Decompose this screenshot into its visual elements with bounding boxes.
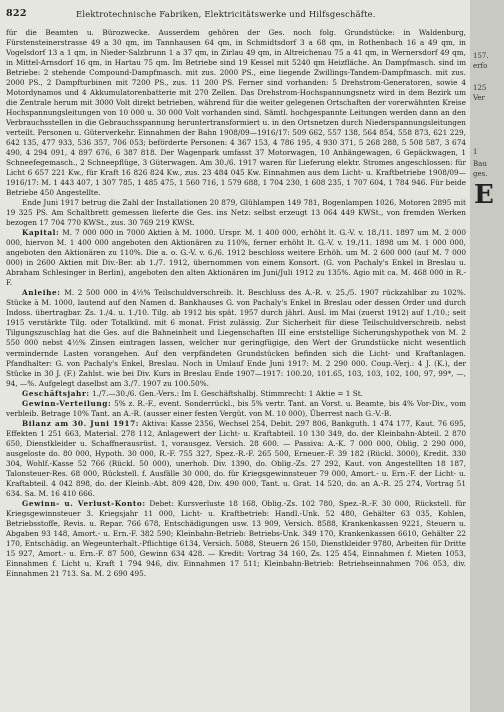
section-heading: Kapital: <box>22 228 60 238</box>
paragraph-text: M. 2 500 000 in 4½% Teilschuldverschreib. lt. Beschluss des A.-R. v. 25./5. 1907 rückzahlbar zu 102%. Stücke à M. 1000, lautend auf den Namen d. Bankhauses G. von Pachaly's Enkel in Breslau oder dessen Order und durch Indoss. übertragbar. Zs. 1./4. u. 1./10. Tilg. ab 1912 bis spät. 1957 durch jährl. Ausl. im Mai (zuerst 1912) auf 1./10.; seit 1915 verstärkte Tilg. oder Totalkünd. mit 6 monat. Frist zulässig. Zur Sicherheit für diese Teilschuldverschreib. nebst Tilgungszuschlag hat die Ges. auf die Bahneinheit und Liegenschaften III eine erststellige Sicherungshypothek von M. 2 550 000 nebst 4½% Zinsen eintragen lassen, welcher nur geringfügige, den Wert der Grundstücke nicht wesentlich vermindernde Lasten vorangehen. Auf den verpfändeten Grundstücken befinden sich die Licht- und Kraftanlagen. Pfandhalter: G. von Pachaly's Enkel, Breslau. Noch in Umlauf Ende Juni 1917: M. 2 290 000. Coup.-Verj.: 4 J. (K.), der Stücke in 30 J. (F.) Zahlst. wie bei Div. Kurs in Breslau Ende 1907—1917: 100.20, 101.65, 103, 103, 102, 100, 97, 99*, —, 94, —%. Aufgelegt daselbst am 3./7. 1907 zu 100.50%. <box>6 288 466 388</box>
paragraph <box>6 499 466 579</box>
adjacent-page-initial: E <box>474 180 494 210</box>
running-head: Elektrotechnische Fabriken, Elektricitätswerke und Hilfsgeschäfte. <box>76 9 376 19</box>
adjacent-page-fragment: 125 <box>473 84 487 92</box>
paragraph-text: für die Beamten u. Bürozwecke. Ausserdem gehören der Ges. noch folg. Grundstücke: in Waldenburg, Fürstensteinerstrasse 49 a 30 qm, im Tannhausen 64 qm, in Schmidtsdorf 3 a 68 qm, in Rothenbach 16 a 49 qm, in Vogelsdorf 13 a 1 qm, in Nieder-Salzbrunn 1 a 37 qm, in Zirlau 49 qm, in Altreichenau 75 a 41 qm, in Wernersdorf 49 qm, in Mittel-Arnsdorf 16 qm, in Hartau 75 qm. Im Betriebe sind 19 Kessel mit 5240 qm Heizfläche. An Dampfmasch. sind im Betriebe: 2 stehende Compound-Dampfmasch. mit zus. 2000 PS., eine liegende Zwillings-Tandem-Dampfmasch. mit zus. 2000 PS., 2 Dampfturbinen mit 7200 PS., zus. 11 200 PS. Ferner sind vorhanden: 5 Drehstrom-Generatoren, sowie 4 Motordynamos und 4 Akkumulatorenbatterie mit 270 Zellen. Das Drehstrom-Hochspannungsnetz wird in dem Bezirk um die Zentrale herum mit 3000 Volt direkt betrieben, während für die weiter gelegenen Ortschaften der vorerwähnten Kreise Hochspannungsleitungen von 10 000 u. 30 000 Volt vorhanden sind. Sämtl. hochgespannte Leitungen werden dann an den Verbrauchsstellen in die Gebrauchsspannung heruntertransformiert u. in den Ortsnetzen durch Niederspannungsleitungen verteilt. Personen u. Güterverkehr. Einnahmen der Bahn 1908/09—1916/17: 509 662, 557 138, 564 854, 558 873, 621 229, 642 135, 477 933, 536 357, 706 053; beförderte Personen: 4 367 153, 4 786 195, 4 930 371, 5 268 288, 5 508 587, 3 674 490, 4 294 091, 4 897 676, 6 387 818. Der Wagenpark umfasst 37 Motorwagen, 10 Anhängewagen, 6 Gepäckwagen, 1 Schneefegemasch., 2 Schneepflüge, 3 Güterwagen. Am 30./6. 1917 waren für Lieferung elektr. Stromes angeschlossen: für Licht 6 657 221 Kw., für Kraft 16 826 824 Kw., zus. 23 484 045 Kw. Einnahmen aus dem Licht- u. Kraftbetriebe 1908/09—1916/17: M. 1 443 407, 1 307 785, 1 485 475, 1 560 716, 1 579 688, 1 704 230, 1 608 235, 1 707 604, 1 784 946. Für beide Betriebe 450 Angestellte. <box>6 28 466 198</box>
adjacent-page-fragment: erfo <box>473 62 488 70</box>
body-text <box>6 28 466 579</box>
paragraph <box>6 288 466 388</box>
section-heading: Bilanz am 30. Juni 1917: <box>22 418 140 428</box>
paragraph-text: 5% z. R.-F., event. Sonderrückl., bis 5% vertr. Tant. an Vorst. u. Beamte, bis 4% Vor-Div., vom verbleib. Betrage 10% Tant. an A.-R. (ausser einer festen Vergüt. von M. 10 000), Überrest nach G.-V.-B. <box>6 398 466 418</box>
paragraph-text: 1./7.—30./6. Gen.-Vers.: Im I. Geschäftshalbj. Stimmrecht: 1 Aktie = 1 St. <box>89 388 363 398</box>
section-heading: Anleihe: <box>22 288 61 298</box>
adjacent-page-fragment: Bau <box>473 160 487 168</box>
section-heading: Gewinn- u. Verlust-Konto: <box>22 498 146 508</box>
adjacent-page-fragment: 157. <box>473 52 489 60</box>
page-header <box>6 8 462 22</box>
adjacent-page-fragment: 1 <box>473 148 478 156</box>
paragraph <box>6 228 466 288</box>
paragraph <box>6 419 466 499</box>
section-heading: Gewinn-Verteilung: <box>22 398 112 408</box>
paragraph-text: Ende Juni 1917 betrug die Zahl der Installationen 20 879, Glühlampen 149 781, Bogenlampen 1026, Motoren 2895 mit 19 325 PS. Am Schaltbrett gemessen lieferte die Ges. ins Netz: selbst erzeugt 13 064 449 KWSt., von fremden Werken bezogen 17 704 770 KWSt., zus. 30 769 219 KWSt. <box>6 198 466 228</box>
paragraph-text: Debet: Kursverluste 18 168, Oblig.-Zs. 102 780, Spez.-R.-F. 30 000, Rückstell. für Kriegsgewinnsteuer 3. Kriegsjahr 11 000, Licht- u. Kraftbetrieb: Handl.-Unk. 52 480, Gehälter 63 035, Kohlen, Betriebsstoffe, Revis. u. Repar. 766 678, Entschädigungen usw. 13 909, Versich. 8588, Krankenkassen 9221, Steuern u. Abgaben 93 148, Amort.- u. Ern.-F. 382 590; Kleinbahn-Betrieb: Betriebs-Unk. 349 170, Krankenkassen 6610, Gehälter 22 170, Entschädig. an Wegeunterhalt.-Pflichtige 6134, Versich. 5088, Steuern 26 150, Dienstkleider 9780, Arbeiten für Dritte 15 927, Amort.- u. Ern.-F. 87 500, Gewinn 634 428. — Kredit: Vortrag 34 160, Zs. 125 454, Einnahmen f. Mieten 1053, Einnahmen f. Licht u. Kraft 1 794 946, div. Einnahmen 17 511; Kleinbahn-Betrieb: Betriebseinnahmen 706 053, div. Einnahmen 21 713. Sa. M. 2 690 495. <box>6 498 466 578</box>
adjacent-page-edge <box>470 0 504 712</box>
adjacent-page-fragment: ges. <box>473 170 488 178</box>
paragraph <box>6 399 466 419</box>
adjacent-page-fragment: Ver <box>473 94 485 102</box>
paragraph <box>6 198 466 228</box>
paragraph-text: Aktiva: Kasse 2356, Wechsel 254, Debit. 297 806, Bankguth. 1 474 177, Kaut. 76 695, Effekten 1 251 663, Material. 278 112, Anlagewert der Licht- u. Kraftabteil. 10 130 349, do. der Kleinbahn-Abteil. 2 870 650, Dienstkleider u. Schaffnerausrüst. 1, vorausgez. Versich. 28 600. — Passiva: A.-K. 7 000 000, Oblig. 2 290 000, ausgeloste do. 80 000, Hypoth. 30 000, R.-F. 755 327, Spez.-R.-F. 265 500, Erneuer.-F. 39 182 (Rückl. 3000), Kredit. 330 304, Wohlf.-Kasse 52 766 (Rückl. 50 000), unerhob. Div. 1390, do. Oblig.-Zs. 27 292, Kaut. von Angestellten 18 187, Talonsteuer-Res. 68 000, Rückstell. f. Ausfälle 30 000, do. für Kriegsgewinnsteuer 79 000, Amort.- u. Ern.-F. der Licht- u. Kraftabteil. 4 042 898, do. der Kleinb.-Abt. 809 428, Div. 490 000, Tant. u. Grat. 14 520, do. an A.-R. 25 274, Vortrag 51 634. Sa. M. 16 410 666. <box>6 418 466 498</box>
paragraph <box>6 28 466 198</box>
paragraph <box>6 389 466 399</box>
page-number: 822 <box>6 8 27 19</box>
section-heading: Geschäftsjahr: <box>22 388 90 398</box>
paragraph-text: M. 7 000 000 in 7000 Aktien à M. 1000. Urspr. M. 1 400 000, erhöht lt. G.-V. v. 18./11. 1897 um M. 2 000 000, hiervon M. 1 400 000 angeboten den Aktionären zu 110%, ferner erhöht lt. G.-V. v. 19./11. 1898 um M. 1 000 000, angeboten den Aktionären zu 110%. Die a. o. G.-V. v. 6./6. 1912 beschloss weitere Erhöh. um M. 2 600 000 (auf M. 7 000 000) in 2600 Aktien mit Div.-Ber. ab 1./7. 1912, übernommen von einem Konsort. (G. von Pachaly's Enkel in Breslau u. Abraham Schlesinger in Berlin), angeboten den alten Aktionären im Juni/Juli 1912 zu 135%. Agio mit ca. M. 468 000 in R.-F. <box>6 228 466 288</box>
